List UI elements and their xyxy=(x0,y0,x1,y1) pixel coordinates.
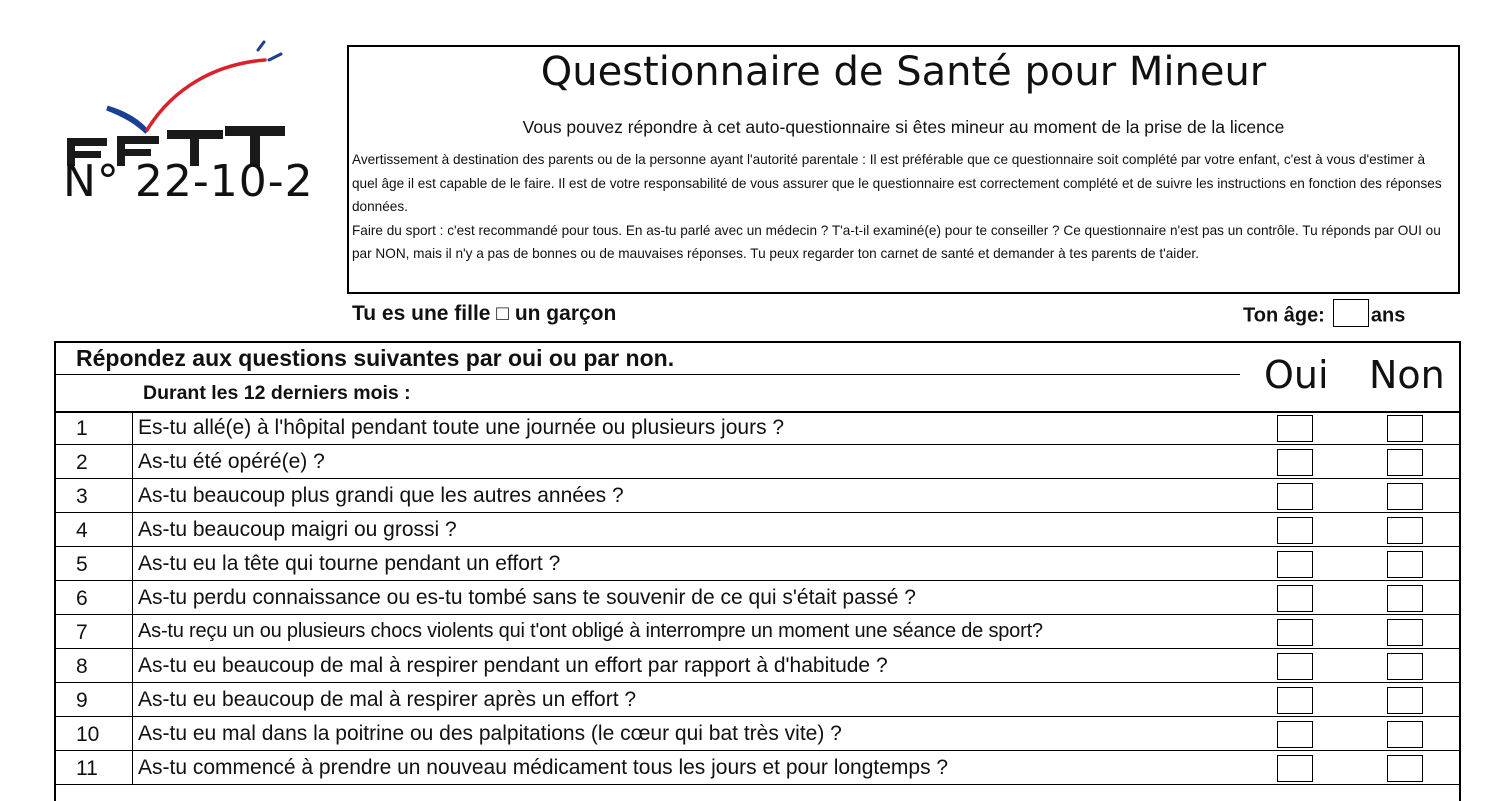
question-text: As-tu eu la tête qui tourne pendant un effort ? xyxy=(138,552,561,575)
question-number: 11 xyxy=(76,757,98,780)
age-field-group xyxy=(1243,302,1405,330)
page-title: Questionnaire de Santé pour Mineur xyxy=(540,49,1267,95)
table-row xyxy=(56,683,1459,717)
table-row xyxy=(56,751,1459,785)
instructions-text xyxy=(352,148,1448,266)
column-divider xyxy=(132,581,133,614)
column-divider xyxy=(132,615,133,648)
fftt-logo-icon xyxy=(55,38,300,168)
question-text: Es-tu allé(e) à l'hôpital pendant toute une journée ou plusieurs jours ? xyxy=(138,416,785,439)
question-text: As-tu perdu connaissance ou es-tu tombé sans te souvenir de ce qui s'était passé ? xyxy=(138,586,916,609)
question-text: As-tu beaucoup maigri ou grossi ? xyxy=(138,518,457,541)
question-number: 2 xyxy=(76,451,88,474)
no-checkbox[interactable] xyxy=(1387,551,1423,578)
yes-checkbox[interactable] xyxy=(1277,619,1313,646)
column-header-yes: Oui xyxy=(1264,353,1329,397)
question-text: As-tu commencé à prendre un nouveau médicament tous les jours et pour longtemps ? xyxy=(138,756,949,779)
column-divider xyxy=(132,445,133,478)
table-row xyxy=(56,649,1459,683)
question-text: As-tu eu beaucoup de mal à respirer pendant un effort par rapport à d'habitude ? xyxy=(138,654,888,677)
age-label: Ton âge: xyxy=(1243,304,1325,327)
column-divider xyxy=(132,479,133,512)
no-checkbox[interactable] xyxy=(1387,755,1423,782)
column-divider xyxy=(132,547,133,580)
question-number: 9 xyxy=(76,689,88,712)
form-number: N° 22-10-2 xyxy=(63,156,314,207)
no-checkbox[interactable] xyxy=(1387,517,1423,544)
column-divider xyxy=(132,649,133,682)
yes-checkbox[interactable] xyxy=(1277,653,1313,680)
no-checkbox[interactable] xyxy=(1387,687,1423,714)
question-number: 1 xyxy=(76,417,88,440)
yes-checkbox[interactable] xyxy=(1277,585,1313,612)
age-input[interactable] xyxy=(1333,299,1369,327)
column-divider xyxy=(132,513,133,546)
column-divider xyxy=(132,411,133,444)
table-row xyxy=(56,445,1459,479)
yes-checkbox[interactable] xyxy=(1277,687,1313,714)
no-checkbox[interactable] xyxy=(1387,483,1423,510)
yes-checkbox[interactable] xyxy=(1277,755,1313,782)
yes-checkbox[interactable] xyxy=(1277,721,1313,748)
question-number: 10 xyxy=(76,723,100,746)
question-number: 5 xyxy=(76,553,88,576)
table-row xyxy=(56,411,1459,445)
yes-checkbox[interactable] xyxy=(1277,517,1313,544)
column-divider xyxy=(132,683,133,716)
table-row xyxy=(56,513,1459,547)
yes-checkbox[interactable] xyxy=(1277,551,1313,578)
yes-checkbox[interactable] xyxy=(1277,483,1313,510)
question-number: 8 xyxy=(76,655,88,678)
no-checkbox[interactable] xyxy=(1387,653,1423,680)
column-header-no: Non xyxy=(1369,353,1445,397)
table-row xyxy=(56,547,1459,581)
yes-checkbox[interactable] xyxy=(1277,449,1313,476)
no-checkbox[interactable] xyxy=(1387,585,1423,612)
header-box xyxy=(347,45,1460,294)
question-text: As-tu reçu un ou plusieurs chocs violents qui t'ont obligé à interrompre un moment une séance de sport? xyxy=(138,620,1043,642)
fftt-logo xyxy=(55,38,314,208)
no-checkbox[interactable] xyxy=(1387,415,1423,442)
age-unit: ans xyxy=(1370,304,1406,327)
page-subtitle: Vous pouvez répondre à cet auto-questionnaire si êtes mineur au moment de la prise de la licence xyxy=(522,117,1285,137)
question-number: 3 xyxy=(76,485,88,508)
no-checkbox[interactable] xyxy=(1387,619,1423,646)
table-instruction: Répondez aux questions suivantes par oui ou par non. xyxy=(76,345,675,371)
parents-warning: Avertissement à destination des parents ou de la personne ayant l'autorité parentale : Il est préférable que ce questionnaire soit complété par votre enfant, c'est à vous d'estimer à quel âge il est capable de le faire. Il est de votre responsabilité de vous assurer que le questionnaire est correctement complété et de suivre les instructions en fonction des réponses données. xyxy=(352,152,1442,214)
question-number: 6 xyxy=(76,587,88,610)
sex-selection[interactable]: Tu es une fille □ un garçon xyxy=(352,302,617,325)
question-number: 7 xyxy=(76,621,88,644)
no-checkbox[interactable] xyxy=(1387,721,1423,748)
table-row xyxy=(56,479,1459,513)
question-number: 4 xyxy=(76,519,88,542)
sport-note: Faire du sport : c'est recommandé pour tous. En as-tu parlé avec un médecin ? T'a-t-il examiné(e) pour te conseiller ? Ce questionnaire n'est pas un contrôle. Tu réponds par OUI ou par NON, mais il n'y a pas de bonnes ou de mauvaises réponses. Tu peux regarder ton carnet de santé et demander à tes parents de t'aider. xyxy=(352,222,1441,261)
no-checkbox[interactable] xyxy=(1387,449,1423,476)
table-row xyxy=(56,581,1459,615)
yes-checkbox[interactable] xyxy=(1277,415,1313,442)
period-label: Durant les 12 derniers mois : xyxy=(143,382,411,404)
question-text: As-tu beaucoup plus grandi que les autres années ? xyxy=(138,484,624,507)
table-row xyxy=(56,615,1459,649)
question-text: As-tu été opéré(e) ? xyxy=(138,450,325,473)
question-text: As-tu eu mal dans la poitrine ou des palpitations (le cœur qui bat très vite) ? xyxy=(138,722,842,745)
header-divider xyxy=(56,374,1240,375)
table-row xyxy=(56,717,1459,751)
column-divider xyxy=(132,751,133,784)
questions-table xyxy=(54,341,1461,801)
question-text: As-tu eu beaucoup de mal à respirer après un effort ? xyxy=(138,688,637,711)
table-header xyxy=(56,343,1459,413)
column-divider xyxy=(132,717,133,750)
